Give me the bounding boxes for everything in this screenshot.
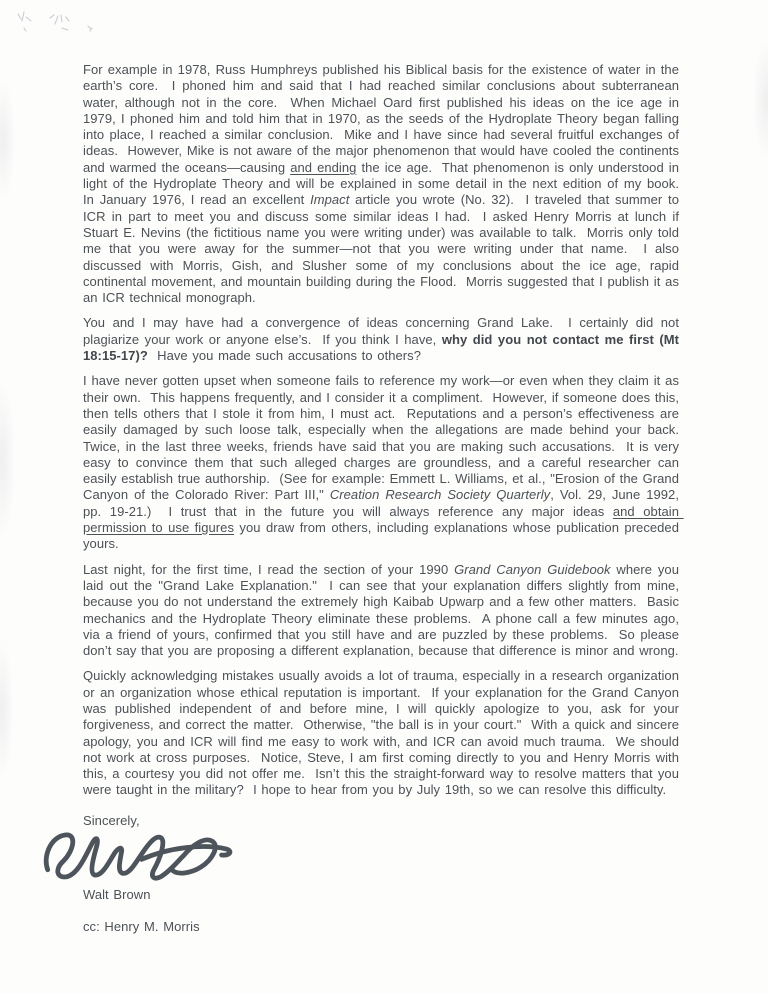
text-run: For example in 1978, Russ Humphreys published his Biblical basis for the existence of water in the earth’s core. I phoned him and said that I had reached similar conclusions about subterranean water, although not in the core. When Michael Oard first published his ideas on the ice age in 1979, I phoned him and told him that in 1970, as the seeds of the Hydroplate Theory began falling into place, I reached a similar conclusion. Mike and I have since had several fruitful exchanges of ideas. However, Mike is not aware of the major phenomenon that would have cooled the continents and warmed the oceans—causing (83, 62, 684, 175)
text-run: why did you not contact me first (Mt 18:15-17)? (83, 331, 684, 364)
scan-artifact (752, 40, 768, 160)
text-run: Have you made such accusations to others? (147, 348, 421, 364)
text-run: article you wrote (No. 32). I traveled that summer to ICR in part to meet you and discuss some similar ideas I had. I asked Henry Morris at lunch if Stuart E. Nevins (the fictitious name you were writing under) was available to talk. Morris only told me that you were away for the summer—not that you were writing under that name. I also discussed with Morris, Gish, and Slusher some of my conclusions about the ice age, rapid continental movement, and mountain building during the Flood. Morris suggested that I publish it as an ICR technical monograph. (83, 192, 684, 306)
letter-paragraph (83, 373, 689, 552)
text-run: you draw from others, including explanations whose publication preceded yours. (83, 520, 684, 552)
text-run: I have never gotten upset when someone fails to reference my work—or even when they claim it as their own. This happens frequently, and I consider it a compliment. However, if someone does this, then tells others that I stole it from him, I must act. Reputations and a person’s effectiveness are easily damaged by such loose talk, especially when the allegations are made behind your back. Twice, in the last three weeks, friends have said that you are making such accusations. It is very easy to convince them that such alleged charges are groundless, and a careful researcher can easily establish true authorship. (See for example: Emmett L. Williams, et al., "Erosion of the Grand Canyon of the Colorado River: Part III," (83, 373, 689, 503)
text-run: Creation Research Society Quarterly (329, 487, 551, 503)
signature-drawing (39, 821, 239, 889)
text-run: Grand Canyon Guidebook (454, 561, 611, 577)
cc-line: cc: Henry M. Morris (83, 919, 200, 935)
text-run: You and I may have had a convergence of ideas concerning Grand Lake. I certainly did not plagiarize your work or anyone else’s. If you think I have, (83, 315, 684, 347)
closing-salutation: Sincerely, (83, 812, 140, 828)
text-run: Quickly acknowledging mistakes usually avoids a lot of trauma, especially in a research organization or an organization whose ethical reputation is important. If your explanation for the Grand Canyon was published independent of and before mine, I will quickly apologize to you, ask for your forgiveness, and correct the matter. Otherwise, "the ball is in your court." With a quick and sincere apology, you and ICR will find me easy to work with, and ICR can avoid much trauma. We should not work at cross purposes. Notice, Steve, I am first coming directly to you and Henry Morris with this, a courtesy you did not offer me. Isn’t this the straight-forward way to resolve matters that you were taught in the military? I hope to hear from you by July 19th, so we can resolve this difficulty. (83, 668, 684, 798)
letter-paragraph (83, 62, 689, 306)
letter-paragraph (83, 315, 684, 364)
text-run: the ice age. That phenomenon is only understood in light of the Hydroplate Theory and will be explained in some detail in the next edition of my book. In January 1976, I read an excellent (83, 159, 689, 208)
scan-artifact (0, 380, 16, 540)
signature (39, 825, 239, 881)
text-run: , Vol. 29, June 1992, pp. 19-21.) I trust that in the future you will always reference any major ideas (83, 487, 684, 519)
scan-artifact (0, 640, 14, 780)
text-run: Last night, for the first time, I read the section of your 1990 (83, 561, 455, 577)
scan-artifact (0, 80, 16, 200)
letter-paragraph (83, 561, 684, 660)
text-run: Impact (310, 192, 350, 208)
pencil-marks (10, 4, 130, 46)
letter-paragraph (83, 668, 684, 798)
text-run: where you laid out the "Grand Lake Explanation." I can see that your explanation differs slightly from mine, because you do not understand the extremely high Kaibab Upwarp and a few other matters. Basic mechanics and the Hydroplate Theory eliminate these problems. A phone call a few minutes ago, via a friend of yours, confirmed that you still have and are puzzled by these problems. So please don’t say that you are proposing a different explanation, because that difference is minor and wrong. (83, 561, 684, 659)
letter-body (83, 62, 689, 936)
text-run: and obtain permission to use figures (83, 503, 684, 536)
text-run: and ending (290, 159, 357, 175)
signed-name: Walt Brown (83, 887, 151, 903)
